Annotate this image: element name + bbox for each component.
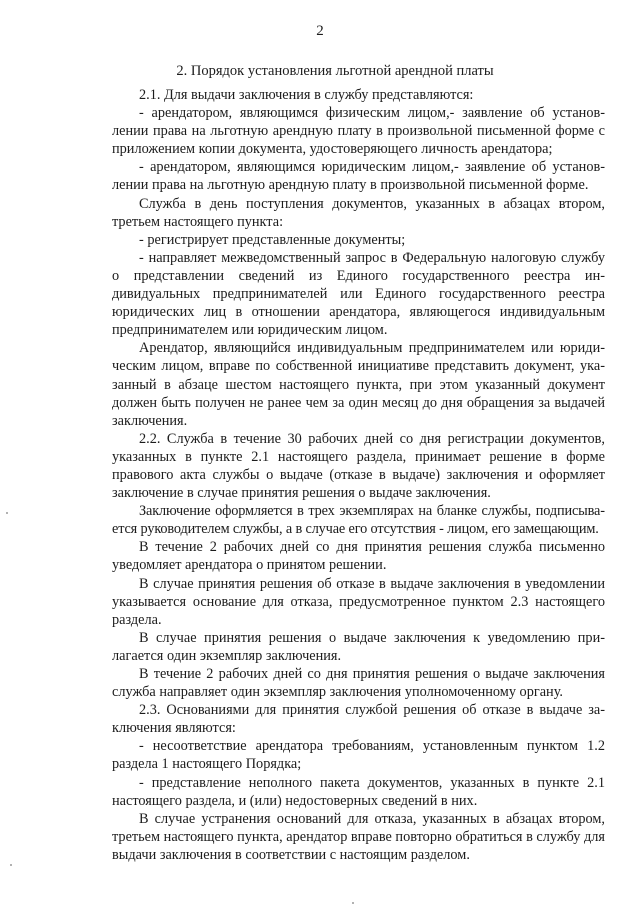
paragraph-2-3-grounds: 2.3. Основаниями для принятия службой решения об отказе в выдаче заключения являются: [112,702,605,737]
scan-speck [10,864,12,866]
paragraph-legal-entity-applicant: - арендатором, являющимся юридическим лицом,- заявление об установлении права на льготную арендную плату в произвольной письменной форме. [112,159,605,194]
scan-speck [6,512,8,514]
page-number: 2 [316,23,324,39]
paragraph-own-initiative: Арендатор, являющийся индивидуальным предпринимателем или юридическим лицом, вправе по собственной инициативе представить документ, указанный в абзаце шестом настоящего пункта, при этом указанный документ должен быть получен не ранее чем за один месяц до дня обращения за выдачей заключения. [112,340,605,429]
paragraph-incomplete-package: - представление неполного пакета документов, указанных в пункте 2.1 настоящего раздела, и (или) недостоверных сведений в них. [112,774,605,809]
paragraph-service-receipt-day: Служба в день поступления документов, указанных в абзацах втором, третьем настоящего пункта: [112,195,605,230]
paragraph-copy-attached: В случае принятия решения о выдаче заключения к уведомлению прилагается один экземпляр заключения. [112,629,605,664]
paragraph-notify-tenant: В течение 2 рабочих дней со дня принятия решения служба письменно уведомляет арендатора о принятом решении. [112,539,605,574]
paragraph-2-2-decision: 2.2. Служба в течение 30 рабочих дней со дня регистрации документов, указанных в пункте 2.1 настоящего раздела, принимает решение в форме правового акта службы о выдаче (отказе в выдаче) заключения и оформляет заключение в случае принятия решения о выдаче заключения. [112,430,605,502]
section-heading: 2. Порядок установления льготной арендной платы [176,63,494,79]
document-body [112,86,605,864]
paragraph-reapply: В случае устранения оснований для отказа, указанных в абзацах втором, третьем настоящего пункта, арендатор вправе повторно обратиться в службу для выдачи заключения в соответствии с настоящим разделом. [112,810,605,863]
scan-speck [352,902,354,904]
paragraph-refusal-grounds-notice: В случае принятия решения об отказе в выдаче заключения в уведомлении указывается основание для отказа, предусмотренное пунктом 2.3 настоящего раздела. [112,575,605,628]
paragraph-interagency-request: - направляет межведомственный запрос в Федеральную налоговую службу о представлении сведений из Единого государственного реестра индивидуальных предпринимателей или Единого государственного реестра юридических лиц в отношении арендатора, являющегося индивидуальным предпринимателем или юридическим лицом. [112,249,605,339]
paragraph-copy-to-authority: В течение 2 рабочих дней со дня принятия решения о выдаче заключения служба направляет один экземпляр заключения уполномоченному органу. [112,666,605,701]
paragraph-registers-documents: - регистрирует представленные документы; [139,231,406,248]
paragraph-2-1-intro: 2.1. Для выдачи заключения в службу представляются: [139,87,474,103]
paragraph-individual-applicant: - арендатором, являющимся физическим лицом,- заявление об установлении права на льготную арендную плату в произвольной письменной форме с приложением копии документа, удостоверяющего личность арендатора; [112,105,605,158]
paragraph-three-copies: Заключение оформляется в трех экземплярах на бланке службы, подписывается руководителем службы, а в случае его отсутствия - лицом, его замещающим. [112,503,605,538]
paragraph-noncompliance: - несоответствие арендатора требованиям, установленным пунктом 1.2 раздела 1 настоящего Порядка; [112,738,605,773]
